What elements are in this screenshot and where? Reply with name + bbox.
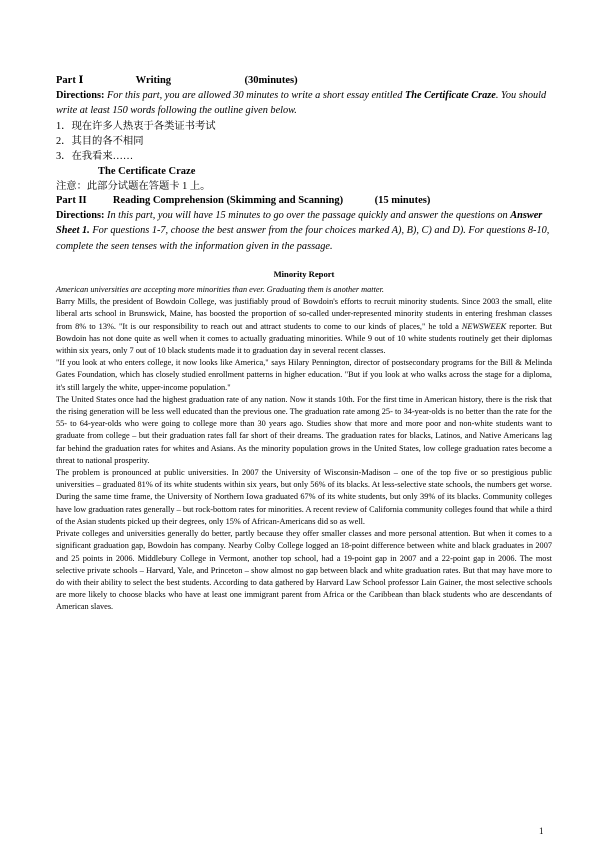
part2-directions <box>56 208 552 254</box>
part1-directions <box>56 88 552 119</box>
exam-page <box>56 74 552 614</box>
magazine-name: NEWSWEEK <box>461 321 507 331</box>
directions-text-2: . You should write at least 150 words following the outline given below. <box>56 90 547 117</box>
article-subtitle: American universities are accepting more minorities than ever. Graduating them is another matter. <box>56 285 384 295</box>
page-number: 1 <box>539 826 544 836</box>
outline-list <box>56 119 552 164</box>
essay-title: The Certificate Craze <box>98 165 196 177</box>
p1-text-a: Barry Mills, the president of Bowdoin College, was justifiably proud of Bowdoin's efforts to recruit minority students. Since 2003 the small, elite liberal arts school in Brunswick, Maine, has boosted the proportion of so-called under-represented minority students in entering freshman classes from 8% to 13%. "It is our responsibility to reach out and attract students to come to our kinds of places," he told a <box>56 297 552 331</box>
p1-text-b: reporter. But Bowdoin has not done quite as well when it comes to actually graduating minorities. While 9 out of 10 white students routinely get their diplomas within six years, only 7 out of 10 black students made it to graduation day in several recent classes. <box>56 321 552 356</box>
directions-label-2: Directions: <box>56 209 105 221</box>
article-title: Minority Report <box>273 269 335 280</box>
article-paragraph-2: "If you look at who enters college, it now looks like America," says Hilary Pennington, director of postsecondary programs for the Bill & Melinda Gates Foundation, which has closely studied enrollment patterns in higher education. "But if you look at who walks across the stage for a diploma, it's still largely the white, upper-income population." <box>56 358 552 392</box>
essay-title-inline: The Certificate Craze <box>404 90 496 101</box>
answer-note: 注意：此部分试题在答题卡 1 上。 <box>56 180 211 192</box>
answer-sheet-ref: Answer Sheet 1. <box>56 209 543 237</box>
article-paragraph-5: Private colleges and universities generally do better, partly because they offer smaller classes and more personal attention. But when it comes to a significant graduation gap, Bowdoin has company. Nearby Colby College logged an 18-point difference between white and black graduates in 2007 and 25 points in 2006. Middlebury College in Vermont, another top school, had a 19-point gap in 2007 and a 22-point gap in 2006. The most selective private schools – Harvard, Yale, and Princeton – show almost no gap between black and white graduation rates. But that may have more to do with their ability to select the best students. According to data gathered by Harvard Law School professor Lain Gainer, the most selective schools are more likely to choose blacks who have at least one immigrant parent from Africa or the Caribbean than black students who are descendants of American slaves. <box>56 529 552 612</box>
directions-text: For this part, you are allowed 30 minutes to write a short essay entitled <box>104 90 405 101</box>
directions-text-3: In this part, you will have 15 minutes to go over the passage quickly and answer the questions on <box>104 209 511 221</box>
directions-label: Directions: <box>56 90 105 101</box>
part2-header: Part II Reading Comprehension (Skimming and Scanning) (15 minutes) <box>56 194 431 206</box>
article-paragraph-1 <box>56 296 552 357</box>
outline-item-2: 2．其目的各不相同 <box>56 135 144 147</box>
outline-item-3: 3．在我看来…… <box>56 150 134 162</box>
outline-item-1: 1．现在许多人热衷于各类证书考试 <box>56 120 216 132</box>
article-paragraph-3: The United States once had the highest graduation rate of any nation. Now it stands 10th. For the first time in American history, there is the risk that the rising generation will be less well educated than the previous one. The graduation rate among 25- to 34-year-olds is no better than the rate for the 55- to 64-year-olds who were going to college more than 30 years ago. Studies show that more and more poor and non-white students want to graduate from college – but their graduation rates fall far short of their dreams. The graduation rates for blacks, Latinos, and Native Americans lag far behind the graduation rates for whites and Asians. As the minority population grows in the United States, low college graduation rates become a threat to national prosperity. <box>56 394 552 465</box>
directions-text-4: For questions 1-7, choose the best answer from the four choices marked A), B), C) and D). For questions 8-10, complete the seen tenses with the information given in the passage. <box>56 225 550 252</box>
part1-header: Part Ⅰ Writing (30minutes) <box>56 75 298 86</box>
article-paragraph-4: The problem is pronounced at public universities. In 2007 the University of Wisconsin-Madison – one of the top five or so prestigious public universities – graduated 81% of its white students within six years, but only 56% of its blacks. At less-selective state schools, the numbers get worse. During the same time frame, the University of Northern Iowa graduated 67% of its white students, but only 39% of its blacks. Community colleges have low graduation rates generally – but rock-bottom rates for minorities. A recent review of California community colleges found that while a third of the Asian students picked up their degrees, only 15% of African-Americans did so as well. <box>56 468 552 526</box>
